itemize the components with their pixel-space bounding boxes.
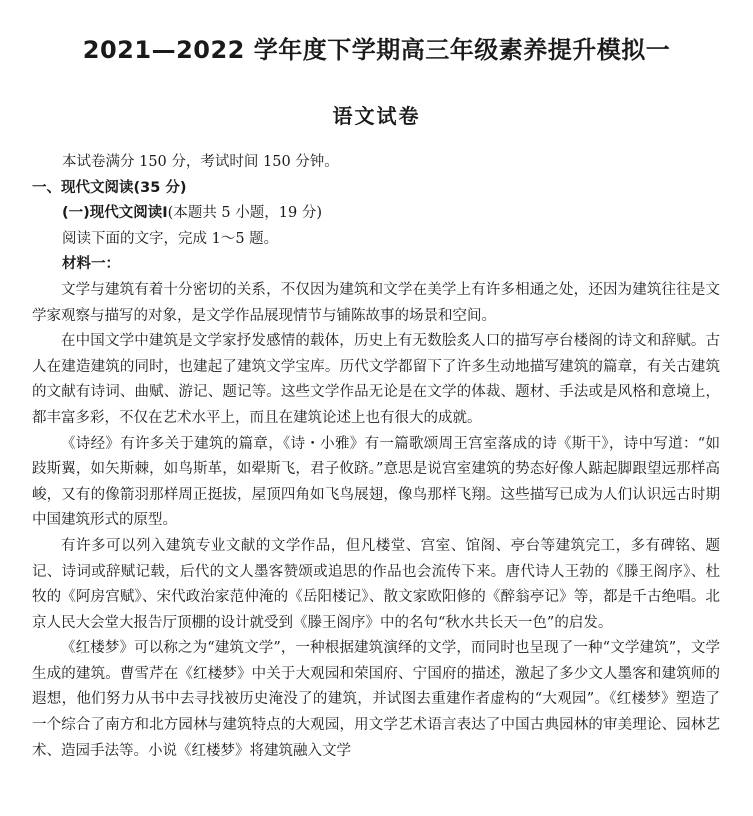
paragraph-5: 《红楼梦》可以称之为“建筑文学”，一种根据建筑演绎的文学，而同时也呈现了一种“文学建筑”，文学生成的建筑。曹雪芹在《红楼梦》中关于大观园和荣国府、宁国府的描述，激起了多少文人墨客和建筑师的遐想，他们努力从书中去寻找被历史淹没了的建筑，并试图去重建作者虚构的“大观园”。《红楼梦》塑造了一个综合了南方和北方园林与建筑特点的大观园，用文学艺术语言表达了中国古典园林的审美理论、园林艺术、造园手法等。小说《红楼梦》将建筑融入文学 <box>32 640 720 759</box>
sub-section-heading <box>32 201 720 227</box>
paragraph-2: 在中国文学中建筑是文学家抒发感情的载体，历史上有无数脍炙人口的描写亭台楼阁的诗文和辞赋。古人在建造建筑的同时，也建起了建筑文学宝库。历代文学都留下了许多生动地描写建筑的篇章，有关古建筑的文献有诗词、曲赋、游记、题记等。这些文学作品无论是在文学的体裁、题材、手法或是风格和意境上，都丰富多彩，不仅在艺术水平上，而且在建筑论述上也有很大的成就。 <box>32 333 720 426</box>
paragraph-3: 《诗经》有许多关于建筑的篇章，《诗・小雅》有一篇歌颂周王宫室落成的诗《斯干》，诗中写道：“如跂斯翼，如矢斯棘，如鸟斯革，如翚斯飞，君子攸跻。”意思是说宫室建筑的势态好像人踮起脚跟望远那样高峻，又有的像箭羽那样周正挺拔，屋顶四角如飞鸟展翅，像鸟那样飞翔。这些描写已成为人们认识远古时期中国建筑形式的原型。 <box>32 435 720 529</box>
sub-section-note: (本题共 5 小题，19 分) <box>167 205 322 222</box>
sub-section-title: (一)现代文阅读Ⅰ <box>62 205 168 222</box>
exam-subtitle: 语文试卷 <box>332 104 421 128</box>
intro-text: 本试卷满分 150 分，考试时间 150 分钟。 <box>62 154 339 170</box>
exam-title: 2021—2022 学年度下学期高三年级素养提升模拟一 <box>82 36 671 64</box>
reading-instruction: 阅读下面的文字，完成 1～5 题。 <box>62 230 279 247</box>
paragraph-1: 文学与建筑有着十分密切的关系，不仅因为建筑和文学在美学上有许多相通之处，还因为建筑往往是文学家观察与描写的对象，是文学作品展现情节与铺陈故事的场景和空间。 <box>32 281 720 324</box>
section-heading: 一、现代文阅读(35 分) <box>32 179 187 196</box>
paragraph-4: 有许多可以列入建筑专业文献的文学作品，但凡楼堂、宫室、馆阁、亭台等建筑完工，多有碑铭、题记、诗词或辞赋记载，后代的文人墨客赞颂或追思的作品也会流传下来。唐代诗人王勃的《滕王阁序》、杜牧的《阿房宫赋》、宋代政治家范仲淹的《岳阳楼记》、散文家欧阳修的《醉翁亭记》等，都是千古绝唱。北京人民大会堂大报告厅顶棚的设计就受到《滕王阁序》中的名句“秋水共长天一色”的启发。 <box>32 537 720 631</box>
exam-body <box>32 150 720 764</box>
material-label: 材料一： <box>62 256 120 273</box>
